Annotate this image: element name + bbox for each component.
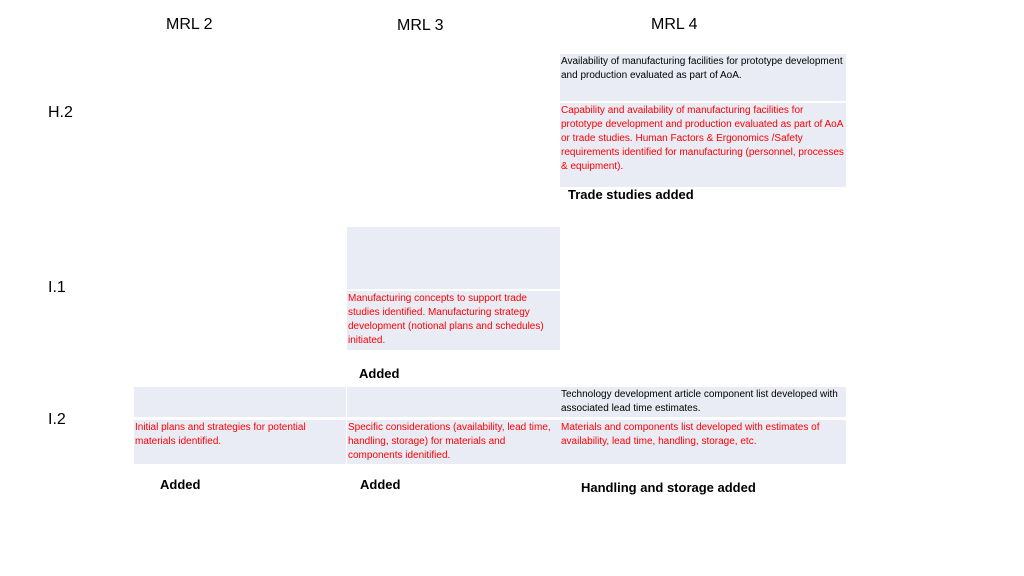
row-header-i1: I.1 xyxy=(48,279,66,296)
column-header-mrl4: MRL 4 xyxy=(651,16,698,33)
i2-mrl2-revised-cell: Initial plans and strategies for potential materials identified. xyxy=(134,420,346,464)
i2-mrl4-revised-cell: Materials and components list developed with estimates of availability, lead time, handling, storage, etc. xyxy=(560,420,846,464)
h2-change-note: Trade studies added xyxy=(568,187,694,202)
row-header-h2: H.2 xyxy=(48,104,73,121)
i1-mrl3-original-cell xyxy=(347,227,560,289)
h2-mrl4-original-cell: Availability of manufacturing facilities for prototype development and production evaluated as part of AoA. xyxy=(560,54,846,101)
i2-mrl2-change-note: Added xyxy=(160,477,201,492)
column-header-mrl2: MRL 2 xyxy=(166,16,213,33)
column-header-mrl3: MRL 3 xyxy=(397,17,444,34)
i2-mrl3-revised-cell: Specific considerations (availability, lead time, handling, storage) for materials and components idenitified. xyxy=(347,420,560,464)
i2-mrl4-original-cell: Technology development article component list developed with associated lead time estimates. xyxy=(560,387,846,417)
i2-mrl3-original-cell xyxy=(347,387,560,417)
i1-change-note: Added xyxy=(359,366,400,381)
h2-mrl4-revised-cell: Capability and availability of manufacturing facilities for prototype development and production evaluated as part of AoA or trade studies. Human Factors & Ergonomics /Safety requirements identified for manufacturing (personnel, processes & equipment). xyxy=(560,103,846,187)
i2-mrl4-change-note: Handling and storage added xyxy=(581,480,756,495)
i2-mrl3-change-note: Added xyxy=(360,477,401,492)
i2-mrl2-original-cell xyxy=(134,387,346,417)
row-header-i2: I.2 xyxy=(48,411,66,428)
i1-mrl3-revised-cell: Manufacturing concepts to support trade studies identified. Manufacturing strategy development (notional plans and schedules) initiated. xyxy=(347,291,560,350)
